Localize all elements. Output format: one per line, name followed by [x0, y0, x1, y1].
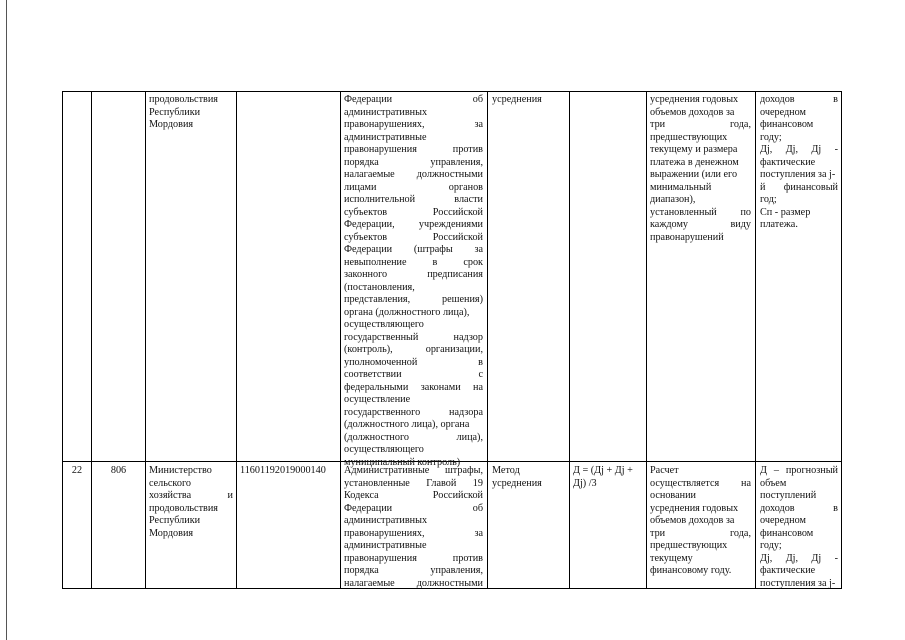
text-line: финансовом	[760, 527, 814, 539]
text-line: платежа.	[760, 219, 798, 230]
text-line: Мордовия	[149, 527, 194, 539]
text-line: каждому виду	[650, 219, 751, 230]
text-line: установленный по	[650, 206, 751, 218]
admin-code: 806	[110, 465, 127, 476]
text-line: год;	[760, 194, 777, 205]
text-line: правонарушений	[650, 231, 724, 243]
grid-line	[340, 91, 341, 589]
text-line: Метод	[492, 465, 520, 476]
formula-cell	[573, 465, 645, 490]
grid-line	[62, 91, 63, 589]
text-line: текущему	[650, 552, 693, 564]
kbk-code-cell	[240, 465, 336, 478]
text-line: Сп - размер	[760, 206, 811, 218]
text-line: субъектов Российской	[344, 231, 483, 243]
text-line: объемов доходов за	[650, 515, 735, 526]
grid-line	[569, 91, 570, 589]
grid-line	[646, 91, 647, 589]
row-number-cell	[63, 465, 91, 478]
text-line: поступления за j-	[760, 577, 836, 589]
algorithm-cell	[650, 465, 751, 578]
text-line: государственного надзора	[344, 406, 483, 418]
text-line: текущему и размера	[650, 144, 738, 155]
kbk-code: 11601192019000140	[240, 465, 326, 476]
text-line: й финансовый	[760, 181, 838, 193]
prev-algorithm-cell	[650, 94, 751, 244]
prev-notes-cell	[760, 94, 838, 232]
text-line: (контроль), организации,	[344, 344, 483, 355]
text-line: Федерации (штрафы за	[344, 244, 483, 255]
text-line: очередном	[760, 515, 806, 526]
text-line: году;	[760, 540, 782, 551]
text-line: усреднения	[492, 477, 542, 489]
text-line: осуществляющего	[344, 444, 424, 455]
formula-line: Дj) /3	[573, 477, 597, 489]
text-line: правонарушения против	[344, 144, 483, 155]
text-line: (должностного лица), органа	[344, 419, 470, 430]
text-line: финансовому году.	[650, 565, 732, 576]
text-line: Мордовия	[149, 119, 194, 130]
grid-line	[487, 91, 488, 589]
text-line: законного предписания	[344, 269, 483, 280]
text-line: усреднения годовых	[650, 502, 739, 514]
description-cell	[344, 465, 483, 590]
text-line: объем	[760, 477, 787, 489]
page-edge-line	[6, 0, 7, 640]
text-line: диапазон),	[650, 194, 696, 205]
text-line: установленные Главой 19	[344, 477, 483, 489]
text-line: Федерации, учреждениями	[344, 219, 483, 230]
prev-method-cell	[492, 94, 566, 107]
text-line: лицами органов	[344, 181, 483, 193]
text-line: Министерство	[149, 465, 212, 476]
text-line: соответствии с	[344, 369, 483, 380]
text-line: усреднения годовых	[650, 94, 739, 105]
text-line: предшествующих	[650, 540, 728, 551]
text-line: Административные штрафы,	[344, 465, 483, 476]
text-line: сельского	[149, 477, 191, 489]
grid-line	[841, 91, 842, 589]
text-line: (должностного лица),	[344, 431, 483, 443]
text-line: субъектов Российской	[344, 206, 483, 218]
text-line: продовольствия	[149, 94, 218, 105]
text-line: Расчет	[650, 465, 679, 476]
notes-cell	[760, 465, 838, 590]
text-line: три года,	[650, 119, 751, 130]
text-line: административные	[344, 131, 427, 143]
text-line: государственный надзор	[344, 331, 483, 343]
text-line: осуществляющего	[344, 319, 424, 330]
text-line: году;	[760, 131, 782, 143]
row-number: 22	[71, 465, 83, 476]
text-line: правонарушениях, за	[344, 119, 483, 130]
text-line: налагаемые должностными	[344, 169, 483, 180]
text-line: исполнительной власти	[344, 194, 483, 205]
text-line: административных	[344, 515, 428, 526]
text-line: налагаемые должностными	[344, 577, 483, 589]
text-line: поступления за j-	[760, 169, 836, 180]
grid-line	[236, 91, 237, 589]
text-line: представления, решения)	[344, 294, 483, 305]
text-line: основании	[650, 490, 696, 501]
text-line: минимальный	[650, 181, 712, 193]
text-line: Республики	[149, 106, 201, 118]
text-line: доходов в	[760, 502, 838, 514]
grid-line	[755, 91, 756, 589]
grid-line	[145, 91, 146, 589]
text-line: уполномоченной в	[344, 356, 483, 368]
text-line: объемов доходов за	[650, 106, 735, 118]
text-line: фактические	[760, 565, 816, 576]
method-cell	[492, 465, 566, 490]
text-line: очередном	[760, 106, 806, 118]
admin-body-cell	[149, 465, 233, 540]
text-line: финансовом	[760, 119, 814, 130]
text-line: (постановления,	[344, 281, 415, 293]
text-line: административные	[344, 540, 427, 551]
text-line: предшествующих	[650, 131, 728, 143]
text-line: Кодекса Российской	[344, 490, 483, 501]
text-line: федеральными законами на	[344, 381, 483, 393]
text-line: Дj, Дj, Дj -	[760, 144, 838, 155]
text-line: порядка управления,	[344, 565, 483, 576]
text-line: осуществляется на	[650, 477, 751, 489]
text-line: административных	[344, 106, 428, 118]
text-line: Федерации об	[344, 502, 483, 514]
text-line: фактические	[760, 156, 816, 168]
text-line: Д – прогнозный	[760, 465, 838, 476]
text-line: правонарушениях, за	[344, 527, 483, 539]
text-line: органа (должностного лица),	[344, 306, 470, 318]
text-line: осуществление	[344, 394, 411, 405]
text-line: правонарушения против	[344, 552, 483, 564]
text-line: три года,	[650, 527, 751, 539]
text-line: доходов в	[760, 94, 838, 105]
text-line: платежа в денежном	[650, 156, 739, 168]
text-line: продовольствия	[149, 502, 218, 514]
text-line: поступлений	[760, 490, 817, 501]
text-line: невыполнение в срок	[344, 256, 483, 268]
formula-line: Д = (Дj + Дj +	[573, 465, 633, 476]
prev-admin-body-cell	[149, 94, 233, 132]
text-line: хозяйства и	[149, 490, 233, 501]
text-line: Федерации об	[344, 94, 483, 105]
text-line: выражении (или его	[650, 169, 738, 180]
text-line: Дj, Дj, Дj -	[760, 552, 838, 564]
text-line: муниципальный контроль)	[344, 456, 461, 468]
grid-line	[62, 91, 842, 92]
grid-line	[91, 91, 92, 589]
text-line: Республики	[149, 515, 201, 526]
text-line: порядка управления,	[344, 156, 483, 168]
text-line: усреднения	[492, 94, 542, 105]
admin-code-cell	[92, 465, 145, 478]
prev-description-cell	[344, 94, 483, 469]
